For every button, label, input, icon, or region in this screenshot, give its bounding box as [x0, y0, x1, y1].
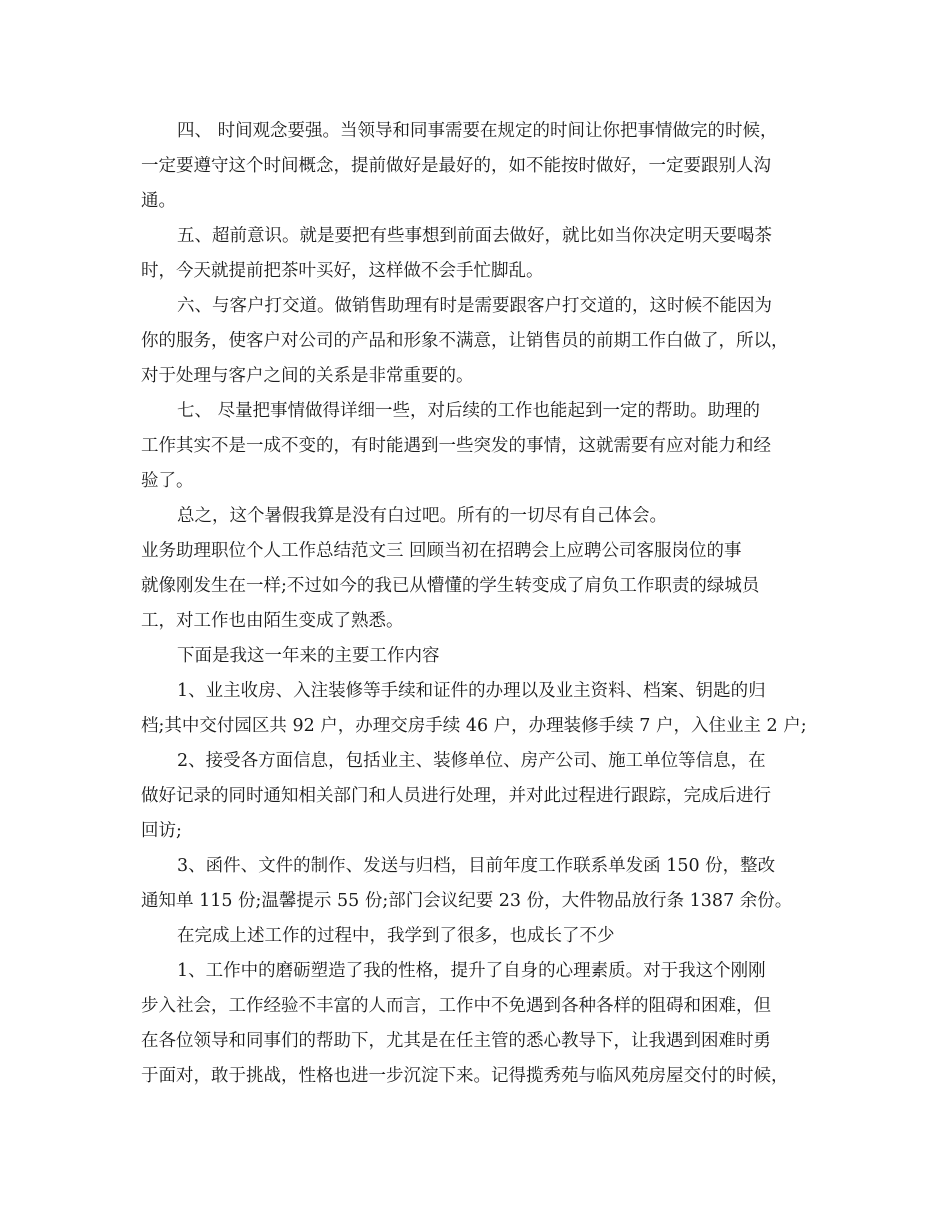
text-line: 通。 [141, 191, 176, 211]
text-line: 1、工作中的磨砺塑造了我的性格，提升了自身的心理素质。对于我这个刚刚 [177, 961, 766, 981]
text-line: 档;其中交付园区共 92 户，办理交房手续 46 户，办理装修手续 7 户，入住业主 2 户; [141, 716, 807, 736]
text-line: 工作其实不是一成不变的，有时能遇到一些突发的事情，这就需要有应对能力和经 [141, 436, 771, 456]
text-line: 下面是我这一年来的主要工作内容 [177, 646, 440, 666]
text-line: 通知单 115 份;温馨提示 55 份;部门会议纪要 23 份，大件物品放行条 1387 余份。 [141, 891, 793, 911]
text-line: 验了。 [141, 471, 194, 491]
text-line: 五、超前意识。就是要把有些事想到前面去做好，就比如当你决定明天要喝茶 [177, 226, 772, 246]
text-line: 时，今天就提前把茶叶买好，这样做不会手忙脚乱。 [141, 261, 544, 281]
text-line: 一定要遵守这个时间概念，提前做好是最好的，如不能按时做好，一定要跟别人沟 [141, 156, 771, 176]
text-line: 做好记录的同时通知相关部门和人员进行处理，并对此过程进行跟踪，完成后进行 [141, 786, 771, 806]
text-line: 回访; [141, 821, 182, 841]
text-line: 七、 尽量把事情做得详细一些，对后续的工作也能起到一定的帮助。助理的 [177, 401, 761, 421]
text-line: 工，对工作也由陌生变成了熟悉。 [141, 611, 404, 631]
text-line: 在完成上述工作的过程中，我学到了很多，也成长了不少 [177, 926, 615, 946]
text-line: 2、接受各方面信息，包括业主、装修单位、房产公司、施工单位等信息，在 [177, 751, 766, 771]
text-line: 3、函件、文件的制作、发送与归档，目前年度工作联系单发函 150 份，整改 [177, 856, 776, 876]
text-line: 你的服务，使客户对公司的产品和形象不满意，让销售员的前期工作白做了，所以， [141, 331, 789, 351]
text-line: 就像刚发生在一样;不过如今的我已从懵懂的学生转变成了肩负工作职责的绿城员 [141, 576, 760, 596]
text-line: 总之，这个暑假我算是没有白过吧。所有的一切尽有自己体会。 [177, 506, 667, 526]
text-line: 业务助理职位个人工作总结范文三 回顾当初在招聘会上应聘公司客服岗位的事 [141, 541, 742, 561]
document-body [141, 114, 821, 1094]
text-line: 于面对，敢于挑战，性格也进一步沉淀下来。记得揽秀苑与临风苑房屋交付的时候， [141, 1066, 789, 1086]
text-line: 步入社会，工作经验不丰富的人而言，工作中不免遇到各种各样的阻碍和困难，但 [141, 996, 771, 1016]
text-line: 四、 时间观念要强。当领导和同事需要在规定的时间让你把事情做完的时候， [177, 121, 778, 141]
text-line: 1、业主收房、入注装修等手续和证件的办理以及业主资料、档案、钥匙的归 [177, 681, 766, 701]
text-line: 六、与客户打交道。做销售助理有时是需要跟客户打交道的，这时候不能因为 [177, 296, 772, 316]
text-line: 对于处理与客户之间的关系是非常重要的。 [141, 366, 474, 386]
text-line: 在各位领导和同事们的帮助下，尤其是在任主管的悉心教导下，让我遇到困难时勇 [141, 1031, 771, 1051]
